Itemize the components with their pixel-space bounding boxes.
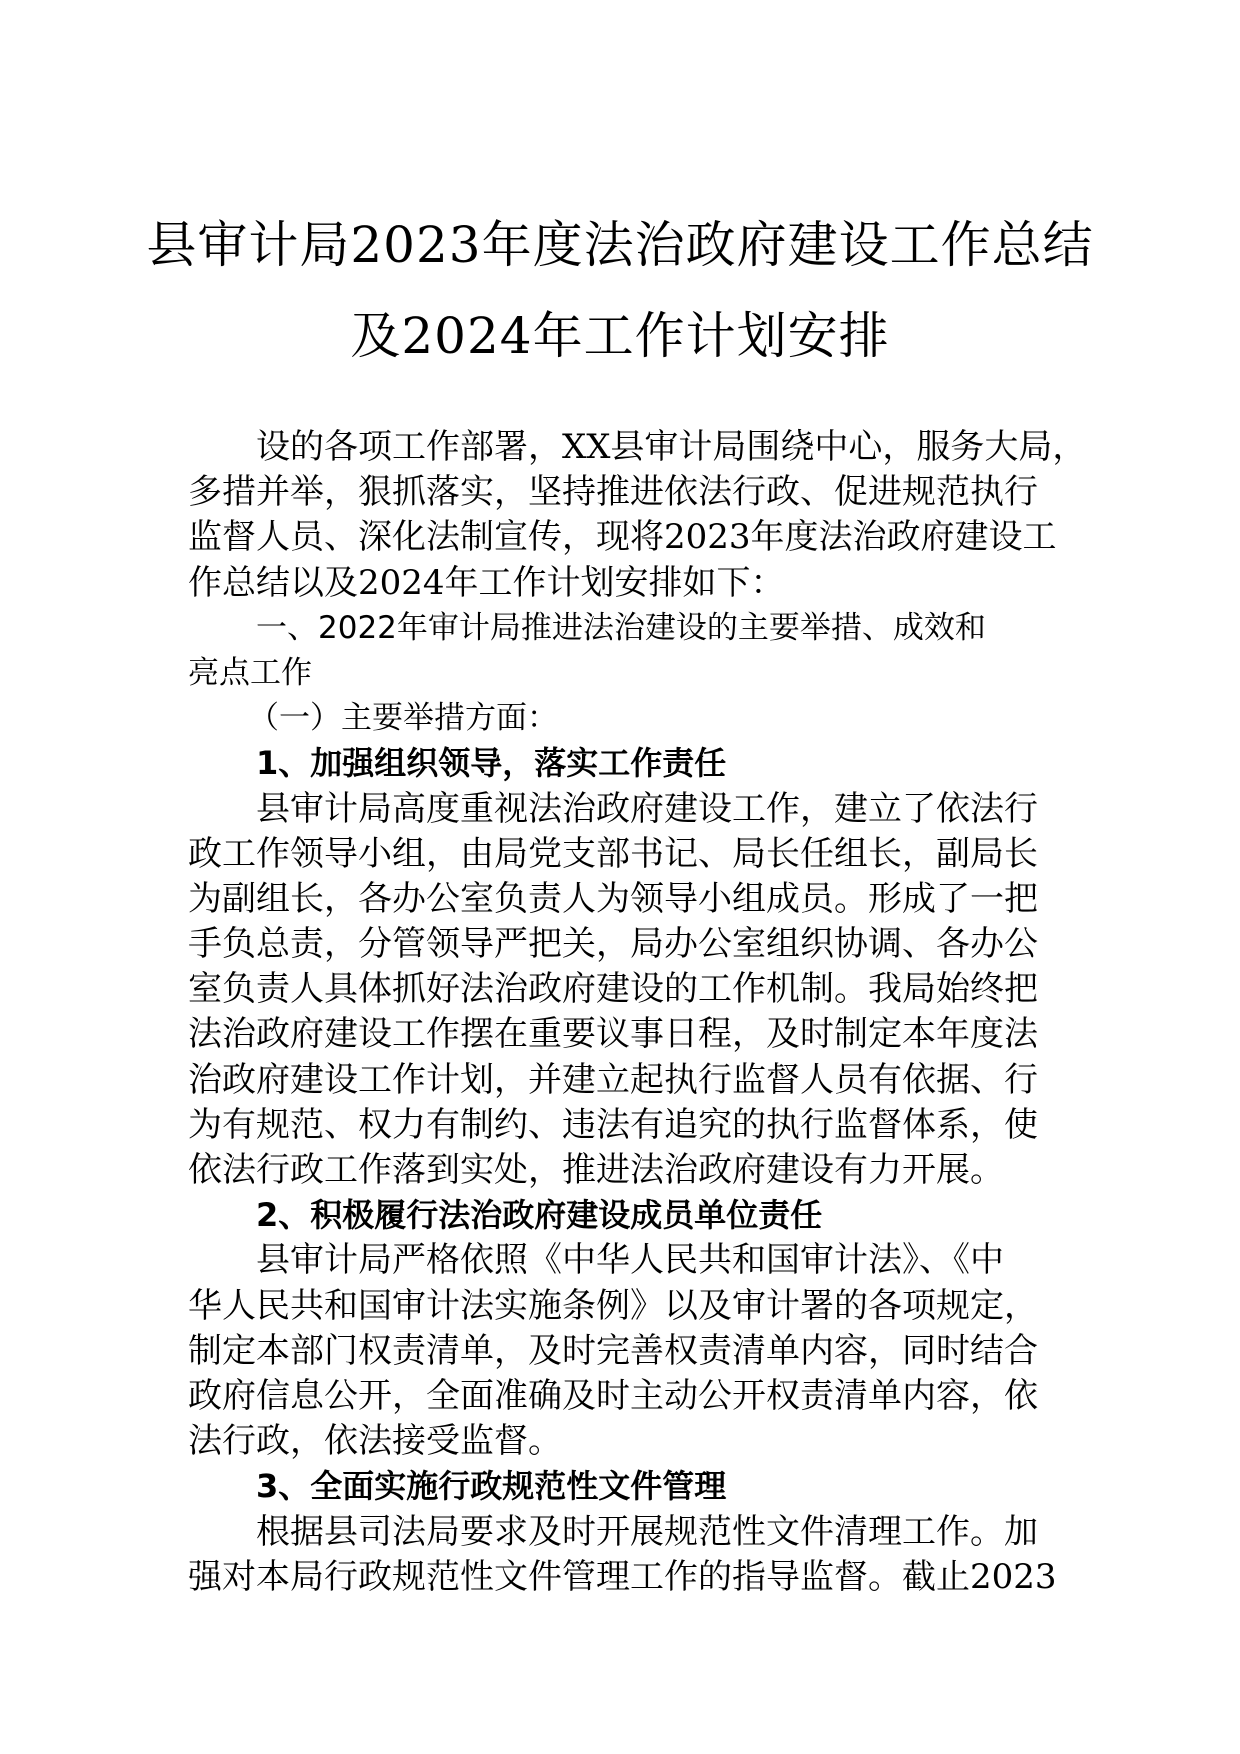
paragraph-line: 手负总责，分管领导严把关，局办公室组织协调、各办公 <box>188 924 1038 965</box>
section-heading-line: 亮点工作 <box>188 654 312 691</box>
document-title-line-1: 县审计局2023年度法治政府建设工作总结 <box>146 216 1094 274</box>
paragraph-line: 县审计局高度重视法治政府建设工作，建立了依法行 <box>256 788 1038 829</box>
paragraph-line: 依法行政工作落到实处，推进法治政府建设有力开展。 <box>188 1150 1004 1190</box>
paragraph-line: 法治政府建设工作摆在重要议事日程，及时制定本年度法 <box>188 1014 1038 1055</box>
item-heading: 2、积极履行法治政府建设成员单位责任 <box>256 1196 823 1235</box>
document-body <box>188 425 1087 1600</box>
paragraph-line: 为有规范、权力有制约、违法有追究的执行监督体系，使 <box>188 1104 1038 1145</box>
paragraph-line: 法行政，依法接受监督。 <box>188 1421 562 1462</box>
paragraph-line: 根据县司法局要求及时开展规范性文件清理工作。加 <box>256 1511 1038 1552</box>
paragraph-line: 华人民共和国审计法实施条例》以及审计署的各项规定， <box>188 1285 1038 1326</box>
paragraph-line: 政府信息公开，全面准确及时主动公开权责清单内容，依 <box>188 1375 1038 1416</box>
paragraph-line: 多措并举，狠抓落实，坚持推进依法行政、促进规范执行 <box>188 472 1038 513</box>
paragraph-line: 设的各项工作部署，XX县审计局围绕中心，服务大局， <box>256 427 1087 467</box>
paragraph-line: 强对本局行政规范性文件管理工作的指导监督。截止2023 <box>188 1556 1057 1597</box>
paragraph-line: 监督人员、深化法制宣传，现将2023年度法治政府建设工 <box>188 517 1057 558</box>
item-heading: 3、全面实施行政规范性文件管理 <box>256 1467 727 1506</box>
paragraph-line: 室负责人具体抓好法治政府建设的工作机制。我局始终把 <box>188 969 1038 1010</box>
paragraph-line: 作总结以及2024年工作计划安排如下： <box>188 562 785 603</box>
subsection-heading: （一）主要举措方面： <box>248 700 558 737</box>
document-title-line-2: 及2024年工作计划安排 <box>350 307 890 365</box>
paragraph-line: 治政府建设工作计划，并建立起执行监督人员有依据、行 <box>188 1059 1038 1100</box>
item-heading: 1、加强组织领导，落实工作责任 <box>256 744 727 783</box>
paragraph-line: 县审计局严格依照《中华人民共和国审计法》、《中 <box>256 1240 1004 1281</box>
paragraph-line: 为副组长，各办公室负责人为领导小组成员。形成了一把 <box>188 878 1038 919</box>
paragraph-line: 制定本部门权责清单，及时完善权责清单内容，同时结合 <box>188 1330 1038 1371</box>
paragraph-line: 政工作领导小组，由局党支部书记、局长任组长，副局长 <box>188 833 1038 874</box>
section-heading-line: 一、2022年审计局推进法治建设的主要举措、成效和 <box>256 609 986 646</box>
